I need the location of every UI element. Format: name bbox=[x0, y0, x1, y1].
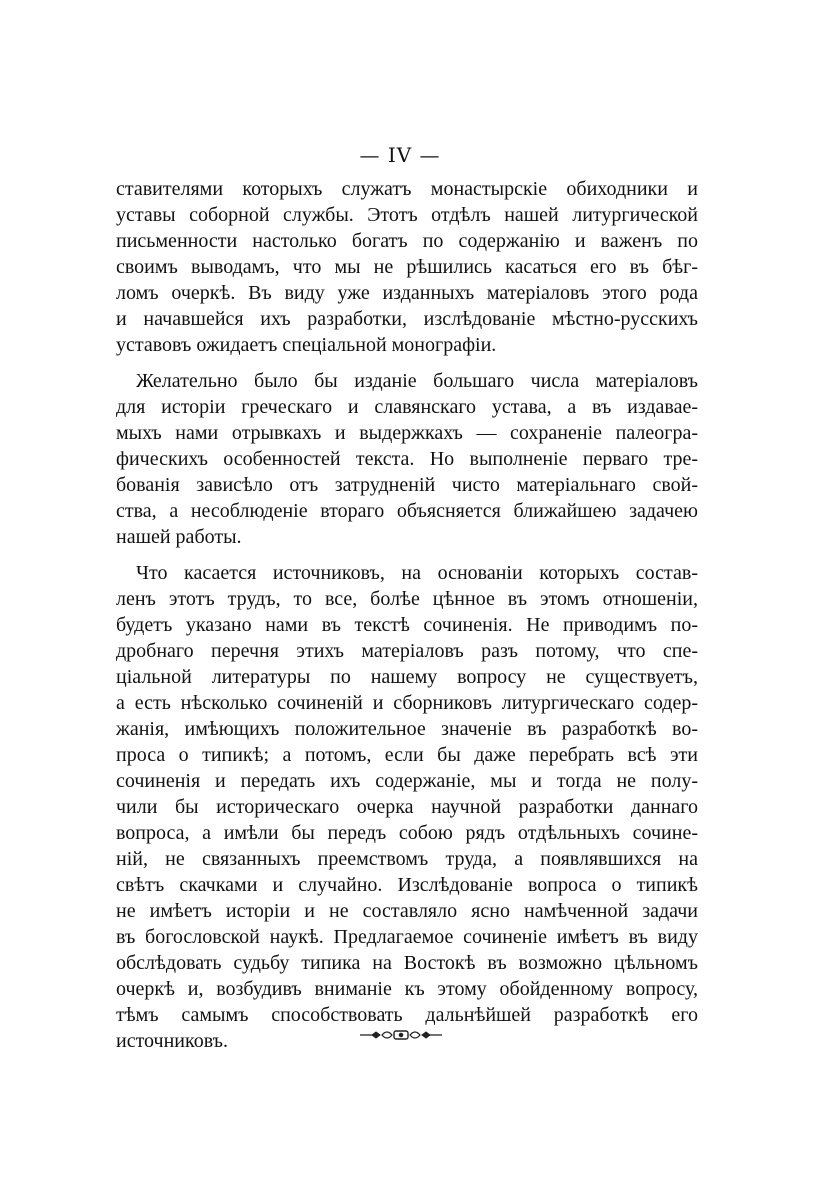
paragraph bbox=[116, 560, 698, 1054]
text-line: чили бы историческаго очерка научной разработки даннаго bbox=[116, 796, 698, 818]
text-line: Желательно было бы изданіе большаго числа матеріаловъ bbox=[136, 370, 698, 392]
text-line: тѣмъ самымъ способствовать дальнѣйшей разработкѣ его bbox=[116, 1004, 698, 1026]
paragraph bbox=[116, 368, 698, 550]
text-line: своимъ выводамъ, что мы не рѣшились касаться его въ бѣг- bbox=[116, 256, 698, 278]
text-line: фическихъ особенностей текста. Но выполненіе перваго тре- bbox=[116, 448, 698, 470]
text-line: сочиненія и передать ихъ содержаніе, мы и тогда не полу- bbox=[116, 770, 698, 792]
paragraph bbox=[116, 176, 698, 358]
text-line: мыхъ нами отрывкахъ и выдержкахъ — сохраненіе палеогра- bbox=[116, 422, 698, 444]
text-line: въ богословской наукѣ. Предлагаемое сочиненіе имѣетъ въ виду bbox=[116, 926, 698, 948]
text-line: не имѣетъ исторіи и не составляло ясно намѣченной задачи bbox=[116, 900, 698, 922]
text-line: письменности настолько богатъ по содержанію и важенъ по bbox=[116, 230, 698, 252]
text-line: очеркѣ и, возбудивъ вниманіе къ этому обойденному вопросу, bbox=[116, 978, 698, 1000]
text-line: ставителями которыхъ служатъ монастырскіе обиходники и bbox=[116, 178, 698, 200]
text-line: нашей работы. bbox=[116, 526, 242, 548]
text-line: и начавшейся ихъ разработки, изслѣдованіе мѣстно-русскихъ bbox=[116, 308, 698, 330]
text-line: источниковъ. bbox=[116, 1030, 228, 1052]
body-text bbox=[116, 176, 698, 1054]
text-line: ній, не связанныхъ преемствомъ труда, а появлявшихся на bbox=[116, 848, 698, 870]
end-ornament-icon bbox=[358, 1027, 444, 1043]
text-line: а есть нѣсколько сочиненій и сборниковъ литургическаго содер- bbox=[116, 692, 698, 714]
page-number: — IV — bbox=[359, 143, 441, 167]
text-line: уставовъ ожидаетъ спеціальной монографіи. bbox=[116, 334, 497, 356]
text-line: свѣтъ скачками и случайно. Изслѣдованіе вопроса о типикѣ bbox=[116, 874, 698, 896]
text-line: дробнаго перечня этихъ матеріаловъ разъ потому, что спе- bbox=[116, 640, 698, 662]
text-line: уставы соборной службы. Этотъ отдѣлъ нашей литургической bbox=[116, 204, 698, 226]
text-line: бованія зависѣло отъ затрудненій чисто матеріальнаго свой- bbox=[116, 474, 698, 496]
text-line: для исторіи греческаго и славянскаго устава, а въ издавае- bbox=[116, 396, 698, 418]
text-line: Что касается источниковъ, на основаніи которыхъ состав- bbox=[136, 562, 698, 584]
text-line: ціальной литературы по нашему вопросу не существуетъ, bbox=[116, 666, 698, 688]
text-line: ломъ очеркѣ. Въ виду уже изданныхъ матеріаловъ этого рода bbox=[116, 282, 698, 304]
text-line: обслѣдовать судьбу типика на Востокѣ въ возможно цѣльномъ bbox=[116, 952, 698, 974]
text-line: ленъ этотъ трудъ, то все, болѣе цѣнное въ этомъ отношеніи, bbox=[116, 588, 698, 610]
text-line: вопроса, а имѣли бы передъ собою рядъ отдѣльныхъ сочине- bbox=[116, 822, 698, 844]
text-line: будетъ указано нами въ текстѣ сочиненія. Не приводимъ по- bbox=[116, 614, 698, 636]
text-line: ства, а несоблюденіе втораго объясняется ближайшею задачею bbox=[116, 500, 698, 522]
text-line: проса о типикѣ; а потомъ, если бы даже перебрать всѣ эти bbox=[116, 744, 698, 766]
text-line: жанія, имѣющихъ положительное значеніе въ разработкѣ во- bbox=[116, 718, 698, 740]
